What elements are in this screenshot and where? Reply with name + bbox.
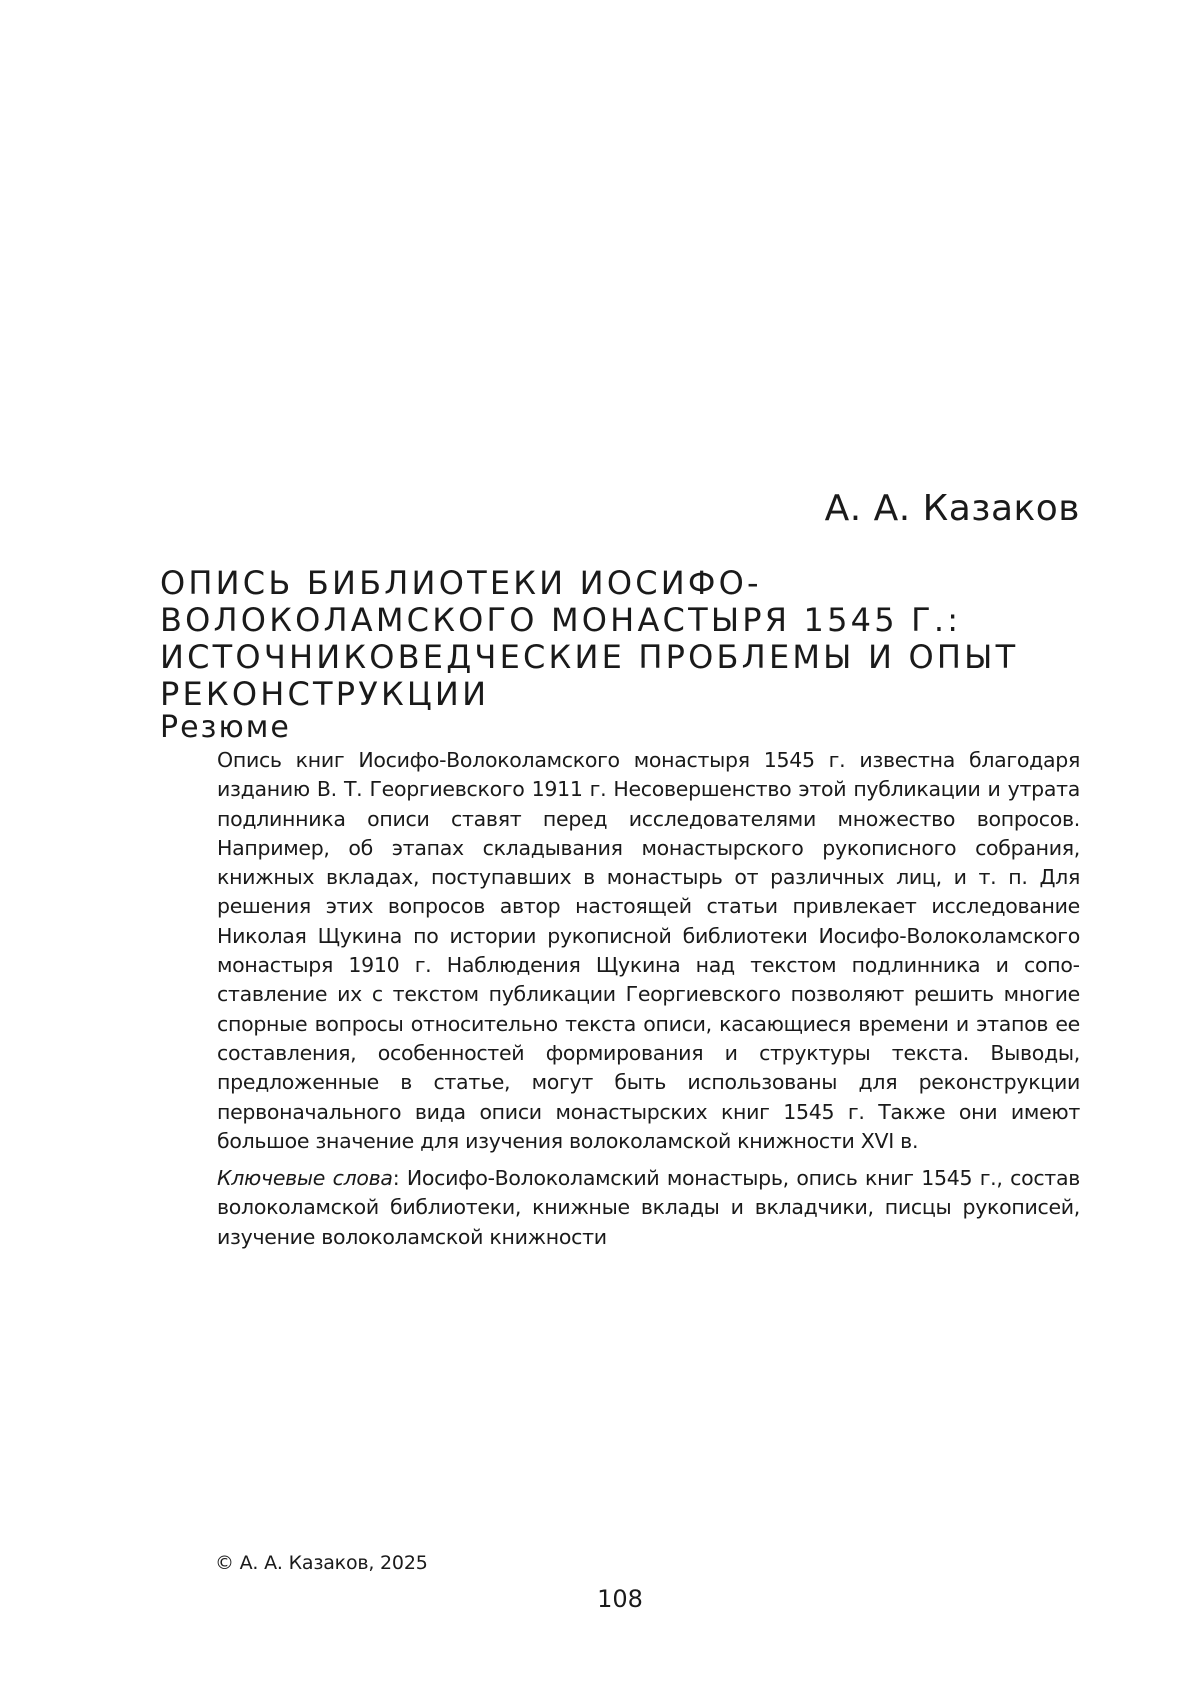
author-name: А. А. Казаков [825,488,1080,529]
keywords-label: Ключевые слова [217,1166,393,1190]
page-number: 108 [0,1585,1200,1613]
keywords-paragraph [217,1164,1080,1252]
keywords-list: : Иосифо-Волоколамский монастырь, опись книг 1545 г., состав воло­коламской библиотеки, книжные вклады и вкладчики, писцы рукописей, изучение волоколамской книжности [217,1166,1080,1249]
abstract-text: Опись книг Иосифо-Волоколамского монастыря 1545 г. известна благодаря изданию В. Т. Георгиевского 1911 г. Несовершенство этой публикации и утрата подлинника описи ставят перед исследователями множество вопросов. Например, об этапах складывания монастырского рукописного собрания, книжных вкладах, поступавших в монастырь от различных лиц, и т. п. Для решения этих вопросов автор настоящей статьи привлекает исследование Николая Щукина по истории рукописной библиотеки Иосифо-Воло­коламского монастыря 1910 г. Наблюдения Щукина над текстом подлинника и сопо­ставление их с текстом публикации Георгиевского позволяют решить многие спорные вопросы относительно текста описи, касающиеся времени и этапов ее составления, особенностей формирования и структуры текста. Выводы, предложенные в статье, могут быть использованы для реконструкции первоначального вида описи монастыр­ских книг 1545 г. Также они имеют большое значение для изучения волоколамской книжности XVI в. [217,746,1080,1156]
copyright-notice: © А. А. Казаков, 2025 [215,1552,428,1574]
resume-heading: Резюме [160,710,291,745]
article-title: ОПИСЬ БИБЛИОТЕКИ ИОСИФО-ВОЛОКОЛАМСКОГО МОНАСТЫРЯ 1545 Г.: ИСТОЧНИКОВЕДЧЕСКИЕ ПРОБЛЕМЫ И ОПЫТ РЕКОНСТРУКЦИИ [160,565,1080,713]
